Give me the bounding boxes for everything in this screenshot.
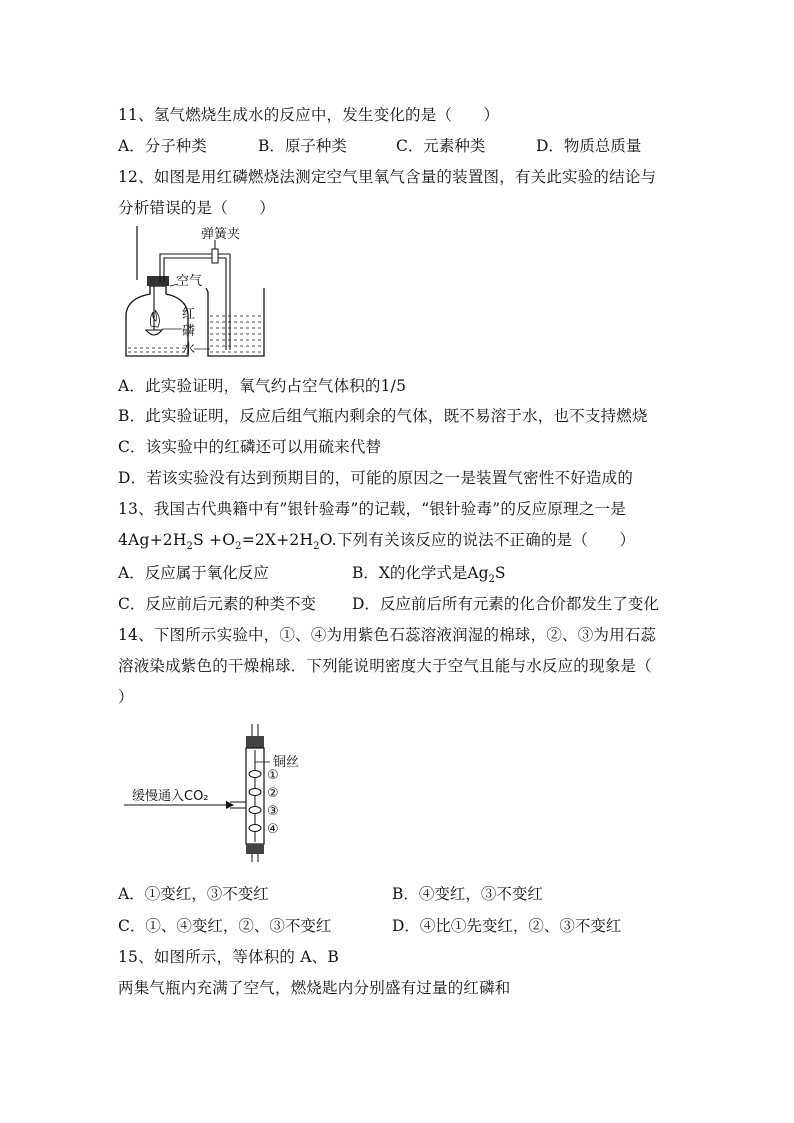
q14-option-d: D．④比①先变红，②、③不变红 xyxy=(392,917,622,935)
label-ball-1: ① xyxy=(267,768,279,783)
q13-option-a: A．反应属于氧化反应 xyxy=(118,564,269,582)
q11-option-b: B．原子种类 xyxy=(258,137,347,155)
q13-option-c: C．反应前后元素的种类不变 xyxy=(118,595,316,613)
label-inlet-co2: 缓慢通入CO₂ xyxy=(132,789,209,804)
flame xyxy=(150,310,159,327)
beaker-water xyxy=(210,316,262,352)
q15-stem-line2: 两集气瓶内充满了空气，燃烧匙内分别盛有过量的红磷和 xyxy=(118,979,511,997)
spring-clamp xyxy=(212,249,218,263)
collecting-bottle xyxy=(126,286,188,356)
q14-stem-line1: 14、下图所示实验中，①、④为用紫色石蕊溶液润湿的棉球，②、③为用石蕊 xyxy=(118,626,657,644)
q12-option-a: A．此实验证明，氧气约占空气体积的1/5 xyxy=(118,377,407,395)
q14-option-b: B．④变红，③不变红 xyxy=(392,885,543,903)
q12-option-c: C．该实验中的红磷还可以用硫来代替 xyxy=(118,438,382,456)
label-water: 水 xyxy=(182,342,196,357)
q15-stem-line1: 15、如图所示，等体积的 A、B xyxy=(118,948,339,966)
q14-option-c: C．①、④变红，②、③不变红 xyxy=(118,917,332,935)
label-air: 空气 xyxy=(176,274,203,289)
q14-stem-line3: ） xyxy=(118,688,134,706)
cotton-ball-1 xyxy=(249,771,261,778)
bottom-stopper xyxy=(246,844,264,854)
q12-stem-line2: 分析错误的是（ ） xyxy=(118,199,276,217)
q14-co2-tube-figure xyxy=(118,722,328,864)
combustion-spoon xyxy=(146,330,162,335)
cotton-ball-2 xyxy=(249,789,261,796)
label-ball-3: ③ xyxy=(267,804,279,819)
q12-option-d: D．若该实验没有达到预期目的，可能的原因之一是装置气密性不好造成的 xyxy=(118,469,634,487)
q13-option-b: B．X的化学式是$Ag_2S$ xyxy=(352,564,506,586)
label-ball-4: ④ xyxy=(267,822,279,837)
q12-stem-line1: 12、如图是用红磷燃烧法测定空气里氧气含量的装置图，有关此实验的结论与 xyxy=(118,168,657,186)
cotton-ball-4 xyxy=(249,825,261,832)
q12-apparatus-figure xyxy=(118,222,278,364)
q13-stem-line1: 13、我国古代典籍中有”银针验毒”的记载，“银针验毒”的反应原理之一是 xyxy=(118,500,626,518)
q11-option-d: D．物质总质量 xyxy=(536,137,642,155)
q11-option-a: A．分子种类 xyxy=(118,137,207,155)
label-spring-clamp: 弹簧夹 xyxy=(201,227,241,242)
q14-stem-line2: 溶液染成紫色的干燥棉球．下列能说明密度大于空气且能与水反应的现象是（ xyxy=(118,657,652,675)
q13-option-d: D．反应前后所有元素的化合价都发生了变化 xyxy=(352,595,659,613)
q14-option-a: A．①变红，③不变红 xyxy=(118,885,269,903)
q13-equation-line: $4Ag+2H_2S +O_2=2X+2H_2O$.下列有关该反应的说法不正确的是（ ） xyxy=(118,531,636,553)
cotton-ball-3 xyxy=(249,807,261,814)
q11-stem: 11、氢气燃烧生成水的反应中，发生变化的是（ ） xyxy=(118,106,500,124)
top-stopper xyxy=(246,736,264,748)
q12-option-b: B．此实验证明，反应后组气瓶内剩余的气体，既不易溶于水，也不支持燃烧 xyxy=(118,407,648,425)
label-ball-2: ② xyxy=(267,786,279,801)
rubber-stopper xyxy=(147,276,169,286)
q11-option-c: C．元素种类 xyxy=(396,137,486,155)
label-red: 红 xyxy=(182,307,196,322)
label-copper-wire: 铜丝 xyxy=(273,755,300,770)
label-phosphorus: 磷 xyxy=(182,324,196,339)
